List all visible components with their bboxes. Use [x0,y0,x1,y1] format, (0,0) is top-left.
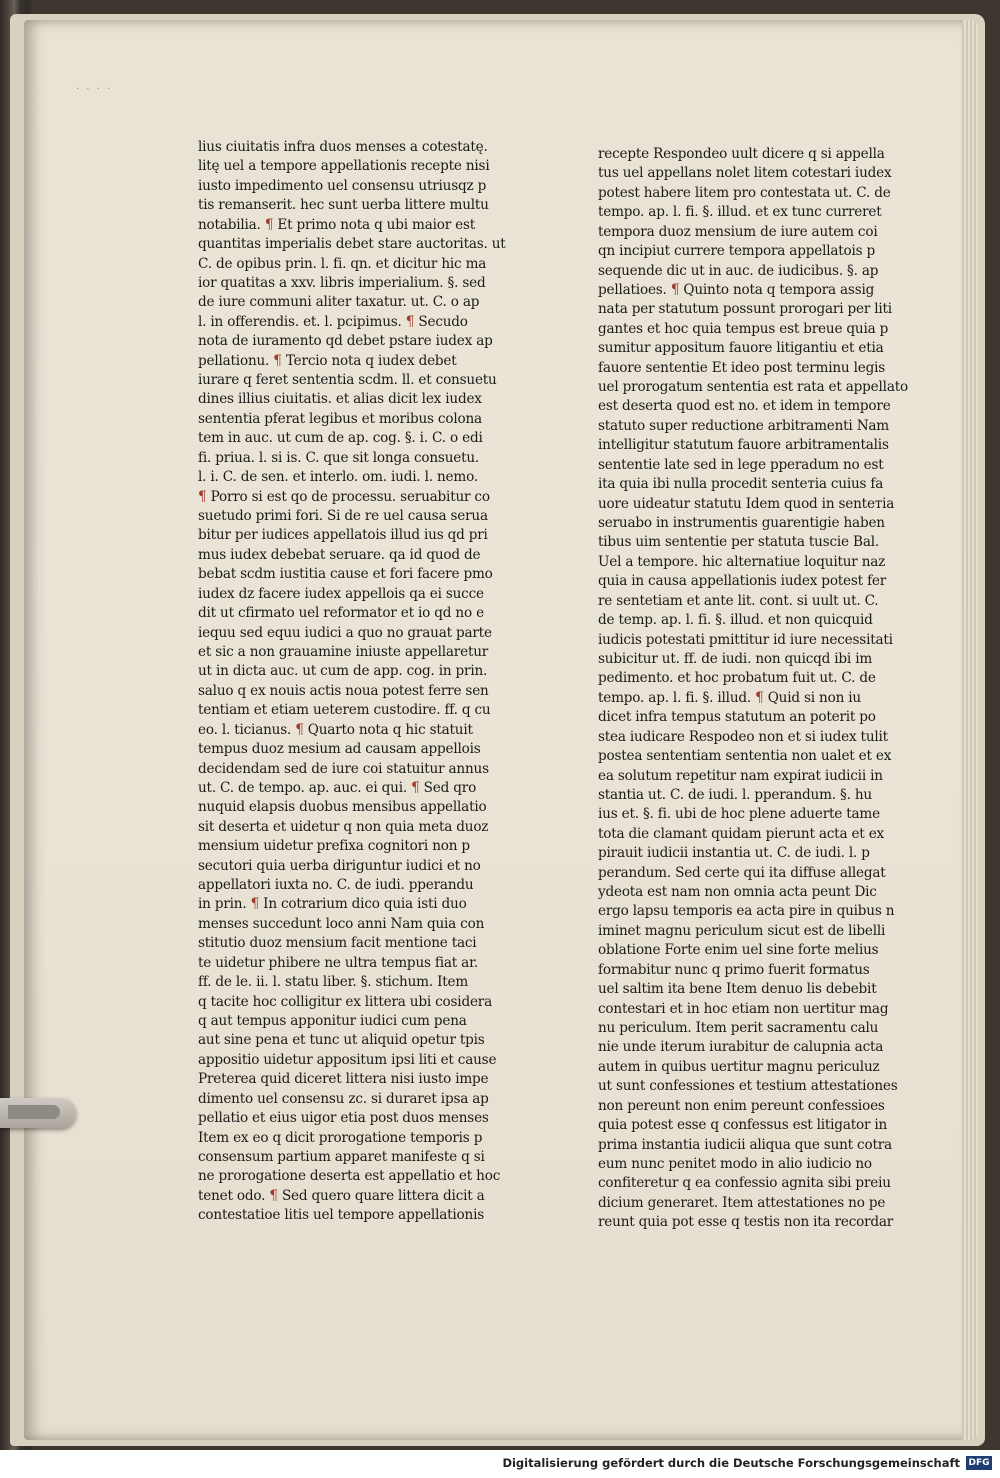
text-line: statuto super reductione arbitramenti Nam [598,417,889,434]
text-line: ut in dicta auc. ut cum de app. cog. in prin. [198,663,488,680]
text-line: et sic a non grauamine iniuste appellaretur [198,643,489,660]
text-line: menses succedunt loco anni Nam quia con [198,915,485,932]
text-line: oblatione Forte enim uel sine forte melius [598,942,879,959]
text-line: appellatori iuxta no. C. de iudi. pperandu [198,877,474,894]
right-text-column [598,145,908,1233]
text-line: nuquid elapsis duobus mensibus appellatio [198,799,487,816]
text-line: uel saltim ita bene Item denuo lis debebit [598,981,877,998]
text-line: recepte Respondeo uult dicere q si appella [598,146,885,162]
text-line: q aut tempus apponitur iudici cum pena [198,1012,467,1029]
bookmark-clip [0,1098,76,1128]
text-line: potest habere litem pro contestata ut. C. de [598,184,891,201]
text-line: fi. priua. l. si is. C. que sit longa consuetu. [198,449,480,466]
text-line: uel prorogatum sententia est rata et appellato [598,379,908,396]
paragraph-mark: ¶ [250,896,260,913]
text-line: consensum partium apparet manifeste q si [198,1148,485,1165]
text-line: bebat scdm iustitia cause et fori facere pmo [198,566,493,583]
text-line: subicitur ut. ff. de iudi. non quicqd ibi im [598,650,873,667]
text-line: tenet odo. ¶ Sed quero quare littera dicit a [198,1187,485,1204]
text-line: contestatioe litis uel tempore appellationis [198,1207,485,1224]
text-line: pirauit iudicii instantia ut. C. de iudi. l. p [598,845,870,862]
text-line: C. de opibus prin. l. fi. qn. et dicitur hic ma [198,255,487,272]
text-line: est deserta quod est no. et idem in tempore [598,398,891,415]
text-line: Preterea quid diceret littera nisi iusto impe [198,1071,489,1088]
text-line: sit deserta et uidetur q non quia meta duoz [198,818,489,835]
text-line: pedimento. et hoc probatum fuit ut. C. de [598,670,876,687]
text-line: pellatioes. ¶ Quinto nota q tempora assig [598,281,875,298]
text-line: confiteretur q ea confessio agnita sibi preiu [598,1175,891,1192]
text-line: tem in auc. ut cum de ap. cog. §. i. C. o edi [198,430,483,447]
paragraph-mark: ¶ [295,721,304,738]
text-line: secutori quia uerba diriguntur iudici et no [198,857,481,874]
text-line: te uidetur phibere ne ultra tempus fiat ar. [198,954,478,971]
text-line: postea sententiam sententia non ualet et ex [598,748,892,765]
text-line: tota die clamant quidam pierunt acta et ex [598,825,885,842]
text-line: stantia ut. C. de iudi. l. pperandum. §. hu [598,786,872,803]
text-line: eo. l. ticianus. ¶ Quarto nota q hic statuit [198,721,473,738]
text-line: gantes et hoc quia tempus est breue quia p [598,320,889,337]
text-line: tempo. ap. l. fi. §. illud. ¶ Quid si non iu [598,689,861,706]
text-line: intelligitur statutum fauore arbitramentalis [598,437,889,454]
text-line: nata per statutum possunt prorogari per liti [598,301,892,318]
text-line: pellatio et eius uigor etia post duos menses [198,1110,489,1127]
text-line: re sentetiam et ante lit. cont. si uult ut. C. [598,592,879,609]
text-line: formabitur nunc q primo fuerit formatus [598,961,870,978]
text-line: ergo lapsu temporis ea acta pire in quibus n [598,903,895,920]
text-line: nota de iuramento qd debet pstare iudex ap [198,333,493,350]
text-line: iudicis potestati pmittitur id iure necessitati [598,631,893,648]
text-line: aut sine pena et tunc ut aliquid opetur tpis [198,1032,485,1049]
text-line: suetudo primi fori. Si de re uel causa serua [198,508,488,525]
text-line: pellationu. ¶ Tercio nota q iudex debet [198,352,457,369]
text-line: litę uel a tempore appellationis recepte nisi [198,158,490,175]
paragraph-mark: ¶ [670,281,680,298]
text-line: qn incipiut currere tempora appellatois p [598,243,876,260]
text-line: contestari et in hoc etiam non uertitur mag [598,1000,889,1017]
text-line: dicium generaret. Item attestationes no pe [598,1194,886,1211]
page-stack-edge [962,20,978,1440]
text-line: iminet magnu periculum sicut est de libelli [598,922,886,939]
text-line: sententie late sed in lege pperadum no est [598,456,884,473]
text-line: ut. C. de tempo. ap. auc. ei qui. ¶ Sed qro [198,779,477,796]
text-line: lius ciuitatis infra duos menses a cotestatę. [198,139,488,155]
text-line: bitur per iudices appellatois illud ius qd pri [198,527,488,544]
text-line: stitutio duoz mensium facit mentione taci [198,935,477,952]
text-line: fauore sententie Et ideo post terminu legis [598,359,885,376]
text-line: tempus duoz mesium ad causam appellois [198,741,481,758]
text-line: notabilia. ¶ Et primo nota q ubi maior est [198,216,476,233]
text-line: l. in offerendis. et. l. pcipimus. ¶ Secudo [198,313,468,330]
text-line: Uel a tempore. hic alternatiue loquitur naz [598,553,886,570]
margin-pencil-mark: · · · · [76,84,113,95]
text-line: ius et. §. fi. ubi de hoc plene aduerte tame [598,806,880,823]
text-line: ff. de le. ii. l. statu liber. §. stichum. Item [198,974,469,991]
text-line: quantitas imperialis debet stare auctoritas. ut [198,236,506,253]
text-line: nu periculum. Item perit sacramentu calu [598,1019,879,1036]
text-line: tempora duoz mensium de iure autem coi [598,223,878,240]
text-line: ydeota est nam non omnia acta peunt Dic [598,884,877,901]
text-line: mus iudex debebat seruare. qa id quod de [198,546,481,563]
paragraph-mark: ¶ [755,689,764,706]
text-line: dicet infra tempus statutum an poterit po [598,709,876,726]
text-line: non pereunt non enim pereunt confessioes [598,1097,885,1114]
text-line: q tacite hoc colligitur ex littera ubi cosidera [198,993,492,1010]
text-line: ior quatitas a xxv. libris imperialium. §. sed [198,274,486,291]
text-line: prima instantia iudicii aliqua que sunt cotra [598,1136,892,1153]
paragraph-mark: ¶ [405,313,415,330]
text-line: de iure communi aliter taxatur. ut. C. o ap [198,294,480,311]
text-line: sequende dic ut in auc. de iudicibus. §. ap [598,262,879,279]
paragraph-mark: ¶ [411,779,420,796]
text-line: tis remanserit. hec sunt uerba littere multu [198,197,489,214]
text-line: quia in causa appellationis iudex potest fer [598,573,887,590]
text-line: quia potest esse q confessus est litigator in [598,1117,888,1134]
text-line: tentiam et etiam ueterem custodire. ff. q cu [198,702,491,719]
text-line: dines illius ciuitatis. et alias dicit lex iudex [198,391,482,408]
dfg-logo: DFG [966,1456,992,1470]
text-line: sententia pferat legibus et moribus colona [198,410,482,427]
text-line: tempo. ap. l. fi. §. illud. et ex tunc curreret [598,204,882,221]
text-line: iusto impedimento uel consensu utriusqz p [198,177,487,194]
text-line: stea iudicare Respodeo non et si iudex tulit [598,728,888,745]
text-line: uore uideatur statutu Idem quod in senteтia [598,495,895,512]
text-line: appositio uidetur appositum ipsi liti et cause [198,1051,497,1068]
left-text-column [198,138,520,1226]
text-line: ut sunt confessiones et testium attestationes [598,1078,898,1095]
text-line: ea solutum repetitur nam expirat iudicii in [598,767,883,784]
text-line: iudex dz facere iudex appellois qa ei succe [198,585,484,602]
text-line: dit ut cfirmato uel reformator et io qd no e [198,605,484,622]
text-line: l. i. C. de sen. et interlo. om. iudi. l. nemo. [198,469,478,486]
text-line: de temp. ap. l. fi. §. illud. et non quicquid [598,612,873,629]
paragraph-mark: ¶ [198,488,207,505]
text-line: reunt quia pot esse q testis non ita recordar [598,1214,894,1231]
paragraph-mark: ¶ [269,1187,278,1204]
text-line: seruabo in instrumentis guarentigie haben [598,515,885,532]
paragraph-mark: ¶ [264,216,274,233]
paragraph-mark: ¶ [273,352,282,369]
text-line: tus uel appellans nolet litem cotestari iudex [598,165,892,182]
text-line: sumitur appositum fauore litigantiu et etia [598,340,884,357]
text-line: autem in quibus uertitur magnu periculuz [598,1058,880,1075]
footer-bar [0,1450,1000,1478]
text-line: perandum. Sed certe qui ita diffuse allegat [598,864,886,881]
text-line: mensium uidetur prefixa cognitori non p [198,838,470,855]
text-line: nie unde iterum iurabitur de calupnia acta [598,1039,884,1056]
text-line: tibus uim sententie per statuta tuscie Bal. [598,534,879,551]
text-line: in prin. ¶ In cotrarium dico quia isti duo [198,896,467,913]
text-line: dimento uel consensu zc. si duraret ipsa ap [198,1090,489,1107]
text-line: ¶ Porro si est qo de processu. seruabitur co [198,488,490,505]
text-line: ne prorogatione deserta est appellatio et hoc [198,1168,501,1185]
text-line: iequu sed equu iudici a quo no grauat parte [198,624,492,641]
text-line: saluo q ex nouis actis noua potest ferre sen [198,682,489,699]
text-line: ita quia ibi nulla procedit senteтia cuius fa [598,476,884,493]
text-line: iurare q feret sententia scdm. ll. et consuetu [198,372,497,389]
text-line: decidendam sed de iure coi statuitur annus [198,760,489,777]
text-line: Item ex eo q dicit prorogatione temporis p [198,1129,483,1146]
funding-note: Digitalisierung gefördert durch die Deutsche Forschungsgemeinschaft [502,1456,960,1470]
text-line: eum nunc penitet modo in alio iudicio no [598,1155,872,1172]
